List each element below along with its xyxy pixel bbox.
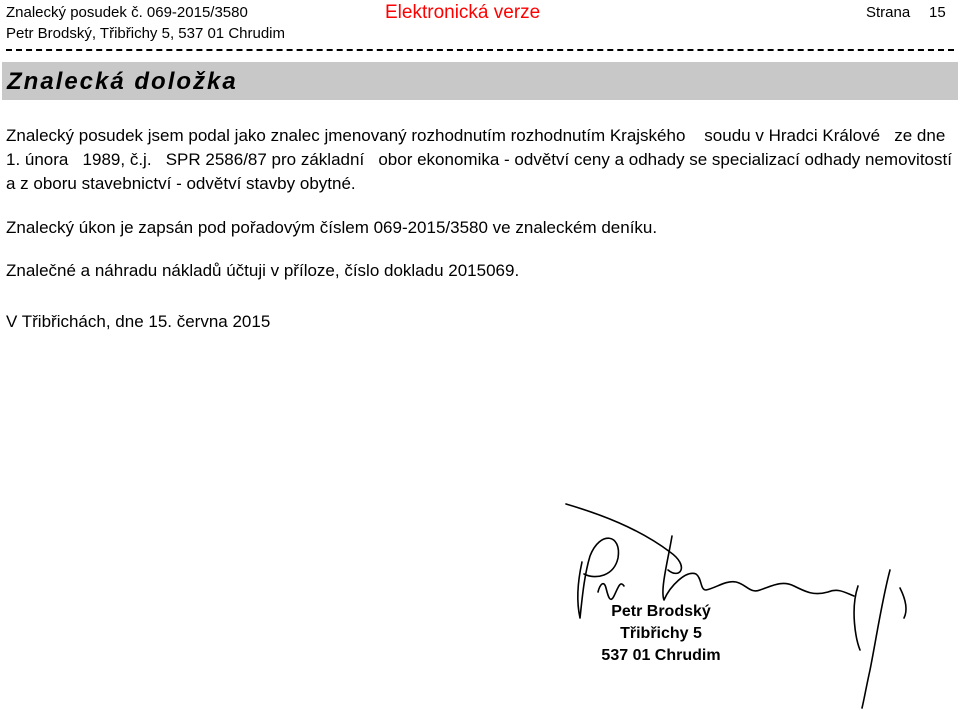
stamp-city: 537 01 Chrudim [601,647,721,664]
page-label: Strana [866,4,911,21]
stamp-name: Petr Brodský [611,603,711,620]
page-number: 15 [929,4,946,21]
place-date: V Třibřichách, dne 15. června 2015 [6,312,271,331]
header-divider [6,49,954,51]
report-number: Znalecký posudek č. 069-2015/3580 [6,4,248,21]
section-heading-bar [2,62,958,100]
expert-stamp [586,601,736,667]
appointment-paragraph: Znalecký posudek jsem podal jako znalec jmenovaný rozhodnutím rozhodnutím Krajského soudu v Hradci Králové ze dne 1. února 1989, č.j. SPR 2586/87 pro základní obor ekonomika - odvětví ceny a odhady se specializací odhady nemovitostí a z oboru stavebnictví - odvětví stavby obytné. [6,126,957,193]
author-address: Petr Brodský, Třibřichy 5, 537 01 Chrudim [6,25,286,42]
stamp-street: Třibřichy 5 [620,625,702,642]
registry-paragraph: Znalecký úkon je zapsán pod pořadovým číslem 069-2015/3580 ve znaleckém deníku. [6,218,658,237]
electronic-version-label: Elektronická verze [385,2,541,23]
section-title: Znalecká doložka [7,68,238,95]
fee-paragraph: Znalečné a náhradu nákladů účtuji v příloze, číslo dokladu 2015069. [6,261,520,280]
